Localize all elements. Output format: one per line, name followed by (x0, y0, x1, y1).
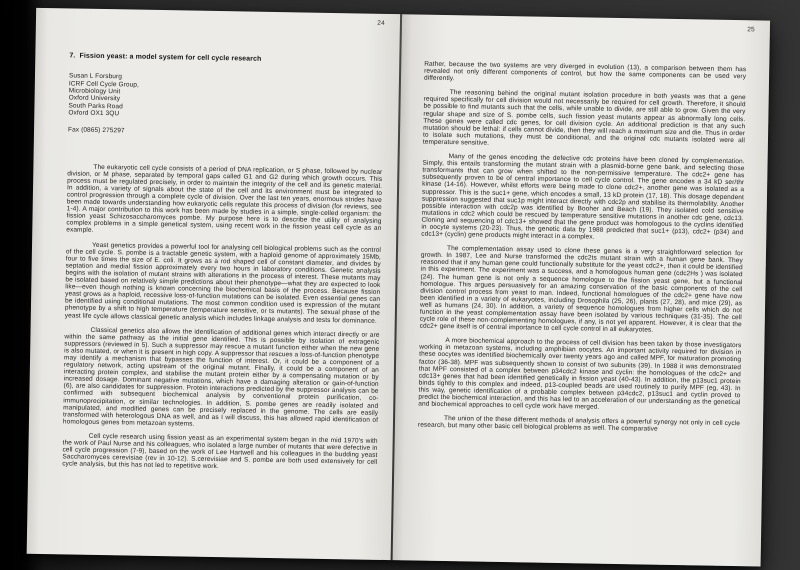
book-spread (27, 8, 770, 567)
author-name: Susan L Forsburg (68, 72, 123, 81)
paragraph: The complementation assay used to clone these genes is a very straightforward selection for growth. In 1987, Lee and Nurse transformed the cdc2ts mutant strain with a human gene bank. They reasoned that if any human gene could functionally substitute for the yeast cdc2+, then it could be identified in this experiment. The experiment was a success, and a homologous human gene (cdc2Hs ) was isolated (24). The human gene is not only a sequence homologue to the fission yeast gene, but a functional homologue. This argues persuasively for an amazing conservation of the basic components of the cell division control process from yeast to man. Indeed, functional homologues of the cdc2+ gene have now been identified in a variety of eukaryotes, including Drosophila (25, 26), plants (27, 28), and mice (29), as well as humans (24, 30). In addition, a variety of sequence homologues from higher cells which do not function in the yeast complementation assay have been isolated by various techniques (31-35). The cell cycle role of these non-complementing homologues, if any, is not yet apparent. However, it is clear that the cdc2+ gene itself is of central importance to cell cycle control in all eukaryotes. (419, 245, 744, 334)
section-heading: 7. Fission yeast: a model system for cell cycle research (69, 52, 262, 63)
paragraph: Rather, because the two systems are very diverged in evolution (13), a comparison between them has revealed not only different components of control, but how the same components can be used very differently. (423, 60, 747, 83)
paragraph: Cell cycle research using fission yeast as an experimental system began in the mid 1970's with the work of Paul Nurse and his colleagues, who isolated a large number of mutants that were defective in cell cycle progression (7-9), based on the work of Lee Hartwell and his colleagues in the budding yeast Saccharomyces cerevisiae (rev in 10-12). S.cerevisiae and S. pombe are both used extensively for cell cycle analysis, but this has not led to repetitive work. (62, 432, 378, 471)
paragraph: Yeast genetics provides a powerful tool for analysing cell biological problems such as the control of the cell cycle. S. pombe is a tractable genetic system, with a haploid genome of approximately 15Mb, four to five times the size of E. coli. It grows as a rod shaped cell of constant diameter, and divides by septation and medial fission approximately every two hours in laboratory conditions. Genetic analysis begins with the isolation of mutant strains with alterations in the process of interest. These mutants may be isolated based on relatively simple predictions about their phenotype—what they are expected to look like—even though nothing is known concerning the biochemical basis of the process. Because fission yeast grows as a haploid, recessive loss-of-function mutations can be isolated. Even essential genes can be identified using conditional mutations. The most common condition used is expression of the mutant phenotype by a shift to high temperature (temperature sensitive, or ts mutants). The sexual phase of the yeast life cycle allows classical genetic analysis which includes linkage analysis and tests for dominance. (64, 241, 382, 325)
paragraph: Many of the genes encoding the defective cdc proteins have been cloned by complementation. Simply, this entails transforming the mutant strain with a plasmid-borne gene bank, and selecting those transformants that can grow when shifted to the non-permissive temperature. The cdc2+ gene has subsequently proven to be of central importance to cell cycle control. The gene encodes a 34 kD ser/thr kinase (14-16). However, whilst efforts were being made to clone cdc2+, another gene was isolated as a suppressor. This is the suc1+ gene, which encodes a small, 13 kD protein (17, 18). This dosage dependent suppression suggested that suc1p might interact directly with cdc2p and stabilise its thermolability. Another possible interaction with cdc2p was identified by Booher and Beach (19). They isolated cold sensitive mutations in cdc2 which could be rescued by temperature sensitive mutations in another cdc gene, cdc13. Cloning and sequencing of cdc13+ showed that the gene product was homologous to the cyclins identified in oocyte systems (20-23). Thus, the genetic data by 1988 predicted that suc1+ (p13), cdc2+ (p34) and cdc13+ (cyclin) gene products might interact in a complex. (421, 153, 745, 241)
paragraph: The reasoning behind the original mutant isolation procedure in both yeasts was that a gene required specifically for cell division would not necessarily be required for cell growth. Therefore, it should be possible to find mutants such that the cells, while unable to divide, are still able to grow. Given the very regular shape and size of S. pombe cells, such fission yeast mutants appear as abnormally long cells. These genes were called cdc genes, for cell division cycle. An additional prediction is that any such mutation should be lethal: if cells cannot divide, then they will reach a maximum size and die. Thus in order to isolate such mutations, they must be conditional, and the original cdc mutants isolated were all temperature sensitive. (422, 89, 746, 147)
author-affiliation-line: Oxford OX1 3QU (68, 109, 120, 118)
paragraph: The eukaryotic cell cycle consists of a period of DNA replication, or S phase, followed by nuclear division, or M phase, separated by temporal gaps called G1 and G2 during which growth occurs. This process must be regulated precisely, in order to maintain the integrity of the cell and its genetic material. In addition, a variety of signals about the state of the cell and its environment must be integrated to control progression through a complete cycle of division. Over the last ten years, enormous strides have been made towards understanding how eukaryotic cells regulate this process of division (for reviews, see 1-4). A major contribution to this work has been made by studies in a simple, single-celled organism: the fission yeast Schizosaccharomyces pombe. My purpose here is to describe the utility of analysing complex problems in a simple genetical system, using recent work in the fission yeast cell cycle as an example. (66, 163, 383, 235)
fax-line: Fax (0865) 275297 (67, 125, 125, 134)
author-affiliation-line: Oxford University (68, 94, 121, 103)
page-number-left: 24 (377, 19, 386, 27)
left-page-content (62, 52, 384, 480)
author-affiliation-line: Microbiology Unit (68, 87, 121, 96)
author-affiliation-line: ICRF Cell Cycle Group, (68, 79, 140, 89)
right-page (393, 14, 770, 566)
paragraph: A more biochemical approach to the process of cell division has been taken by those investigators working in metazoan systems, including amphibian oocytes. An important activity required for division in these oocytes was identified biochemically over twenty years ago and called MPF, for maturation promoting factor (36-38). MPF was subsequently shown to consist of two subunits (39). In 1988 it was demonstrated that MPF consisted of a complex between p34cdc2 kinase and cyclin: the homologues of the cdc2+ and cdc13+ genes that had been identified genetically in fission yeast (40-43). In addition, the p13suc1 protein binds tightly to this complex and indeed, p13-coupled beads are used routinely to purify MPF (eg, 43). In this way, genetic identification of a probable complex between p34cdc2, p13suc1 and cyclin proved to predict the biochemical interaction, and this has led to an acceleration of our understanding as the genetical and biochemical approaches to cell cycle work have merged. (418, 337, 742, 411)
right-page-content (418, 61, 747, 442)
left-page (27, 8, 400, 560)
page-number-right: 25 (747, 26, 755, 34)
author-block (68, 73, 384, 123)
author-affiliation-line: South Parks Road (68, 102, 123, 111)
paragraph: The union of the these different methods of analysis offers a powerful synergy not only in cell cycle research, but many other basic cell biological problems as well. The comparative (417, 415, 741, 434)
paragraph: Classical genetics also allows the identification of additional genes which interact directly or are within the same pathway as the initial gene identified. This is possible by isolation of extragenic suppressors (reviewed in 5). Such a suppressor may rescue a mutant function either when the new gene is also mutated, or when it is present in high copy. A suppressor that rescues a loss-of-function phenotype may identify a mechanism that bypasses the function of interest. Or, it could be a component of a regulatory network, acting upstream of the original mutant. Finally, it could be a component of an interacting protein complex, and stabilise the mutant protein either by a compensating mutation or by increased dosage. Dominant negative mutations, which have a damaging alteration or gain-of-function (6), are also candidates for suppression. Protein interactions predicted by the suppressor analysis can be confirmed with subsequent biochemical analysis by conventional protein purification, co-immunoprecipitation, or similar technologies. In addition, S. pombe genes are readily isolated and manipulated, and modified genes can be precisely replaced in the genome. The cells are easily transformed with heterologous DNA as well, and as I will discuss, this has allowed rapid identification of homologous genes from metazoan systems. (62, 326, 380, 428)
